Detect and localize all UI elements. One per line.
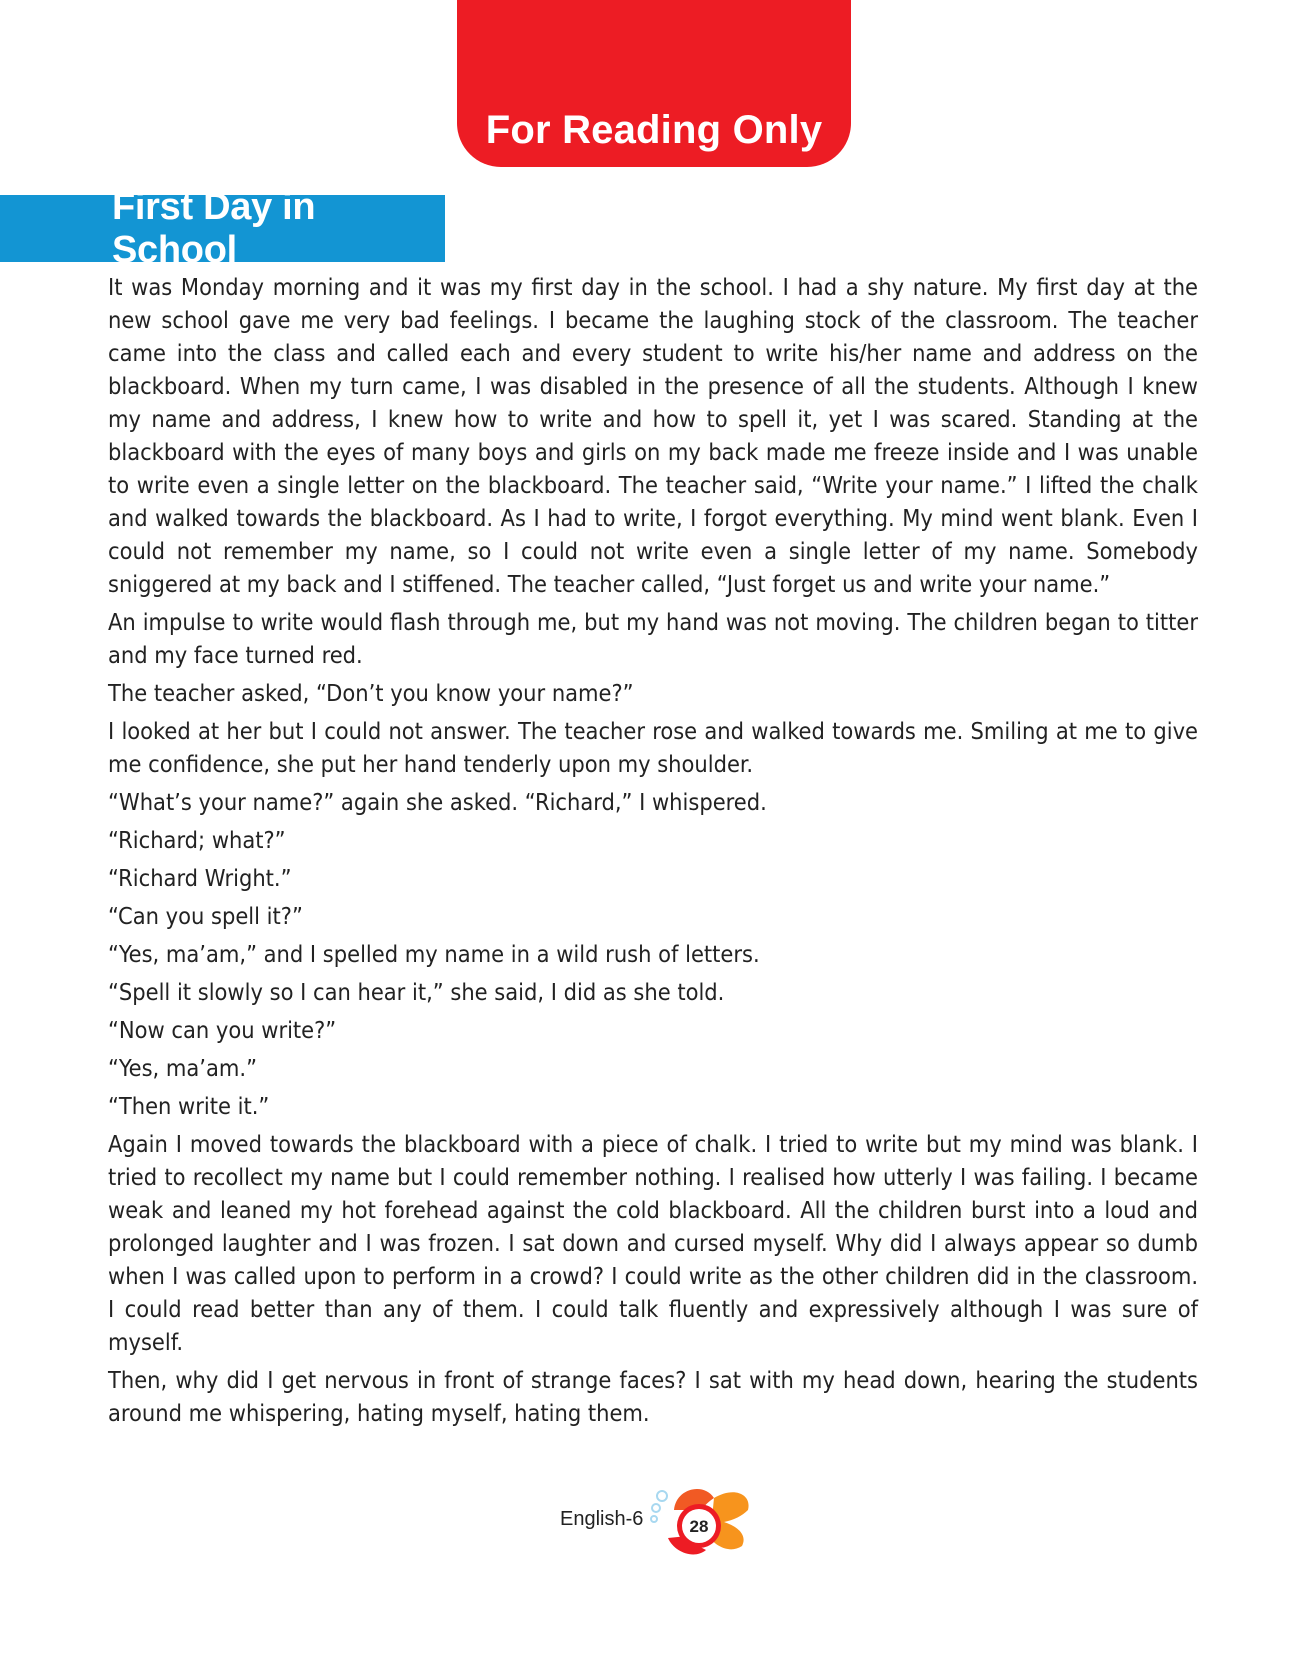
paragraph: “Spell it slowly so I can hear it,” she said, I did as she told. [108, 978, 725, 1006]
paragraph: Then, why did I get nervous in front of strange faces? I sat with my head down, hearing the students around me whispering, hating myself, hating them. [108, 1366, 1198, 1427]
paragraph: “Now can you write?” [108, 1016, 337, 1044]
paragraph: “Yes, ma’am,” and I spelled my name in a wild rush of letters. [108, 940, 760, 968]
paragraph: “Yes, ma’am.” [108, 1054, 257, 1082]
paragraph: “Richard Wright.” [108, 864, 292, 892]
book-label: English-6 [560, 1508, 644, 1530]
page-number: 28 [689, 1517, 709, 1536]
for-reading-only-banner [457, 0, 851, 167]
banner-label: For Reading Only [485, 108, 823, 152]
paragraph: I looked at her but I could not answer. The teacher rose and walked towards me. Smiling at me to give me confidence, she put her hand tenderly upon my shoulder. [108, 717, 1198, 778]
reading-text [108, 271, 1198, 1435]
lesson-title-bar [0, 185, 445, 271]
paragraph: “What’s your name?” again she asked. “Richard,” I whispered. [108, 788, 767, 816]
paragraph: An impulse to write would flash through me, but my hand was not moving. The children began to titter and my face turned red. [108, 608, 1198, 669]
paragraph: The teacher asked, “Don’t you know your name?” [108, 679, 634, 707]
paragraph: “Can you spell it?” [108, 902, 303, 930]
lesson-title: First Day in School [112, 185, 316, 271]
paragraph: “Richard; what?” [108, 826, 286, 854]
paragraph: “Then write it.” [108, 1092, 270, 1120]
paragraph: It was Monday morning and it was my first day in the school. I had a shy nature. My first day at the new school gave me very bad feelings. I became the laughing stock of the classroom. The teacher came into the class and called each and every student to write his/her name and address on the blackboard. When my turn came, I was disabled in the presence of all the students. Although I knew my name and address, I knew how to write and how to spell it, yet I was scared. Standing at the blackboard with the eyes of many boys and girls on my back made me freeze inside and I was unable to write even a single letter on the blackboard. The teacher said, “Write your name.” I lifted the chalk and walked towards the blackboard. As I had to write, I forgot everything. My mind went blank. Even I could not remember my name, so I could not write even a single letter of my name. Somebody sniggered at my back and I stiffened. The teacher called, “Just forget us and write your name.” [108, 273, 1198, 598]
paragraph: Again I moved towards the blackboard with a piece of chalk. I tried to write but my mind was blank. I tried to recollect my name but I could remember nothing. I realised how utterly I was failing. I became weak and leaned my hot forehead against the cold blackboard. All the children burst into a loud and prolonged laughter and I was frozen. I sat down and cursed myself. Why did I always appear so dumb when I was called upon to perform in a crowd? I could write as the other children did in the classroom. I could read better than any of them. I could talk fluently and expressively although I was sure of myself. [108, 1130, 1198, 1356]
page-footer [560, 1480, 760, 1560]
